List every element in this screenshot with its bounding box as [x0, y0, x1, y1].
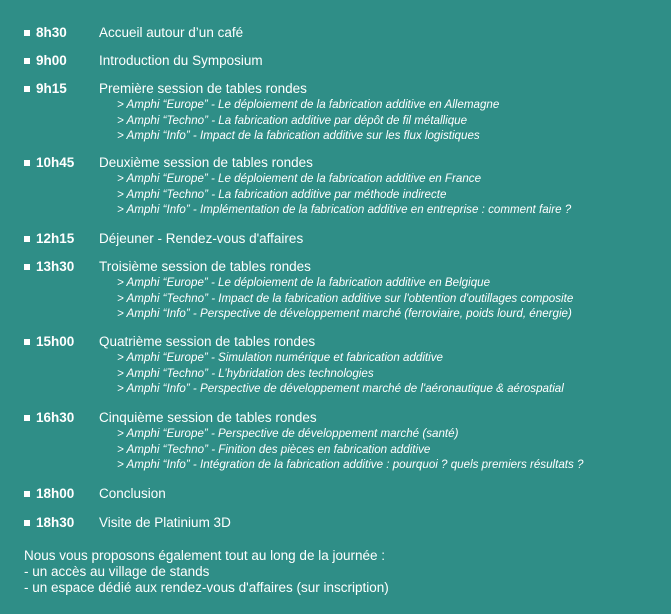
schedule-item	[0, 155, 671, 218]
schedule-time: 15h00	[36, 334, 75, 349]
schedule-title: Conclusion	[99, 486, 166, 501]
schedule-title: Cinquième session de tables rondes	[99, 410, 317, 425]
schedule-title: Visite de Platinium 3D	[99, 515, 231, 530]
schedule-item-header	[0, 25, 671, 41]
session-list	[0, 171, 671, 218]
schedule-time: 16h30	[36, 410, 75, 425]
session-line: > Amphi “Techno” - Impact de la fabrication additive sur l'obtention d'outillages composite	[117, 291, 574, 305]
square-bullet-icon	[24, 160, 30, 166]
session-line: > Amphi “Europe” - Le déploiement de la fabrication additive en France	[117, 172, 482, 185]
schedule-item-header	[0, 334, 671, 350]
session-list	[0, 275, 671, 322]
schedule-item-header	[0, 81, 671, 97]
schedule-title: Première session de tables rondes	[99, 81, 307, 96]
session-line: > Amphi “Info” - Intégration de la fabrication additive : pourquoi ? quels premiers résultats ?	[117, 458, 584, 472]
schedule-item	[0, 81, 671, 144]
schedule-item	[0, 53, 671, 69]
schedule-item	[0, 410, 671, 473]
session-line: > Amphi “Techno” - La fabrication additive par dépôt de fil métallique	[117, 113, 468, 127]
schedule-title: Introduction du Symposium	[99, 53, 263, 68]
schedule-title: Déjeuner - Rendez-vous d'affaires	[99, 231, 304, 246]
schedule-item	[0, 515, 671, 531]
session-line: > Amphi “Info” - Implémentation de la fabrication additive en entreprise : comment faire ?	[117, 203, 572, 217]
schedule-title: Accueil autour d’un café	[99, 25, 244, 40]
schedule-time: 9h15	[36, 81, 67, 96]
square-bullet-icon	[24, 415, 30, 421]
footer-line-meetings: - un espace dédié aux rendez-vous d'affaires (sur inscription)	[24, 580, 389, 595]
square-bullet-icon	[24, 236, 30, 242]
schedule-item	[0, 231, 671, 247]
square-bullet-icon	[24, 58, 30, 64]
square-bullet-icon	[24, 86, 30, 92]
square-bullet-icon	[24, 30, 30, 36]
schedule-item	[0, 334, 671, 397]
schedule-time: 13h30	[36, 259, 75, 274]
footer-intro: Nous vous proposons également tout au long de la journée :	[24, 548, 385, 563]
schedule-time: 12h15	[36, 231, 75, 246]
session-line: > Amphi “Europe” - Perspective de développement marché (santé)	[117, 427, 459, 440]
schedule-time: 8h30	[36, 25, 67, 40]
session-line: > Amphi “Europe” - Le déploiement de la fabrication additive en Belgique	[117, 276, 491, 289]
square-bullet-icon	[24, 339, 30, 345]
schedule-time: 10h45	[36, 155, 75, 170]
schedule-title: Deuxième session de tables rondes	[99, 155, 313, 170]
schedule-title: Troisième session de tables rondes	[99, 259, 311, 274]
schedule-item	[0, 25, 671, 41]
square-bullet-icon	[24, 491, 30, 497]
session-list	[0, 97, 671, 144]
session-list	[0, 426, 671, 473]
schedule-item-header	[0, 259, 671, 275]
schedule-item	[0, 486, 671, 502]
schedule-item	[0, 259, 671, 322]
schedule-item-header	[0, 515, 671, 531]
square-bullet-icon	[24, 520, 30, 526]
schedule-item-header	[0, 486, 671, 502]
footer-line-stands: - un accès au village de stands	[24, 564, 210, 579]
session-line: > Amphi “Info” - Perspective de développement marché (ferroviaire, poids lourd, énergie)	[117, 307, 572, 321]
schedule-time: 9h00	[36, 53, 67, 68]
schedule-item-header	[0, 410, 671, 426]
footer-notes	[24, 548, 389, 596]
session-list	[0, 350, 671, 397]
session-line: > Amphi “Techno” - Finition des pièces en fabrication additive	[117, 442, 431, 456]
session-line: > Amphi “Europe” - Le déploiement de la fabrication additive en Allemagne	[117, 98, 500, 111]
session-line: > Amphi “Info” - Impact de la fabrication additive sur les flux logistiques	[117, 129, 480, 143]
schedule-title: Quatrième session de tables rondes	[99, 334, 316, 349]
schedule-time: 18h30	[36, 515, 75, 530]
session-line: > Amphi “Info” - Perspective de développement marché de l'aéronautique & aérospatial	[117, 382, 564, 396]
schedule-item-header	[0, 155, 671, 171]
square-bullet-icon	[24, 264, 30, 270]
schedule-time: 18h00	[36, 486, 75, 501]
schedule-item-header	[0, 231, 671, 247]
schedule-item-header	[0, 53, 671, 69]
session-line: > Amphi “Europe” - Simulation numérique et fabrication additive	[117, 351, 443, 364]
session-line: > Amphi “Techno” - L’hybridation des technologies	[117, 366, 374, 380]
session-line: > Amphi “Techno” - La fabrication additive par méthode indirecte	[117, 187, 447, 201]
